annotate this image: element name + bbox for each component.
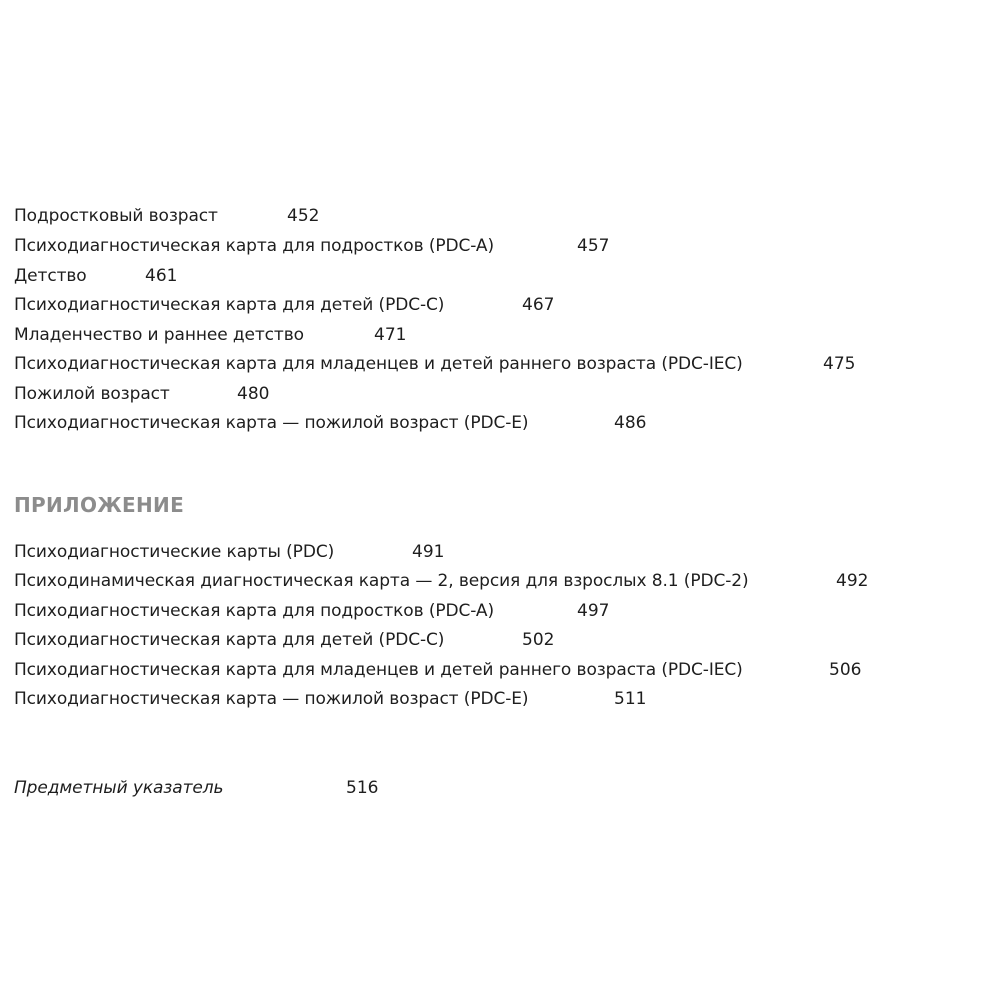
appendix-entry-page: 497 <box>577 601 610 621</box>
index-entry-title: Предметный указатель <box>14 778 224 798</box>
toc-entry-page: 480 <box>237 384 270 404</box>
appendix-entry-page: 491 <box>412 542 445 562</box>
appendix-entry-page: 511 <box>614 689 647 709</box>
toc-entry-title: Психодиагностическая карта для детей (PDC-C) <box>14 295 445 315</box>
appendix-entry-title: Психодиагностические карты (PDC) <box>14 542 335 562</box>
toc-entry-page: 467 <box>522 295 555 315</box>
appendix-entry-title: Психодиагностическая карта для детей (PDC-C) <box>14 630 445 650</box>
appendix-entry-title: Психодиагностическая карта — пожилой возраст (PDC-E) <box>14 689 529 709</box>
toc-entry-page: 457 <box>577 236 610 256</box>
appendix-entry-title: Психодиагностическая карта для младенцев и детей раннего возраста (PDC-IEC) <box>14 660 743 680</box>
toc-entry-title: Психодиагностическая карта — пожилой возраст (PDC-E) <box>14 413 529 433</box>
appendix-heading: ПРИЛОЖЕНИЕ <box>14 493 185 517</box>
appendix-entry-page: 502 <box>522 630 555 650</box>
appendix-entry-page: 506 <box>829 660 862 680</box>
appendix-entry-title: Психодиагностическая карта для подростков (PDC-A) <box>14 601 494 621</box>
toc-entry-page: 475 <box>823 354 856 374</box>
toc-entry-page: 452 <box>287 206 320 226</box>
index-entry-page: 516 <box>346 778 379 798</box>
toc-entry-title: Психодиагностическая карта для младенцев и детей раннего возраста (PDC-IEC) <box>14 354 743 374</box>
appendix-entry-page: 492 <box>836 571 869 591</box>
toc-entry-page: 461 <box>145 266 178 286</box>
toc-entry-title: Пожилой возраст <box>14 384 170 404</box>
appendix-entry-title: Психодинамическая диагностическая карта — 2, версия для взрослых 8.1 (PDC-2) <box>14 571 749 591</box>
toc-entry-page: 471 <box>374 325 407 345</box>
toc-entry-page: 486 <box>614 413 647 433</box>
toc-entry-title: Психодиагностическая карта для подростков (PDC-A) <box>14 236 494 256</box>
toc-entry-title: Подростковый возраст <box>14 206 218 226</box>
toc-entry-title: Детство <box>14 266 87 286</box>
toc-entry-title: Младенчество и раннее детство <box>14 325 304 345</box>
